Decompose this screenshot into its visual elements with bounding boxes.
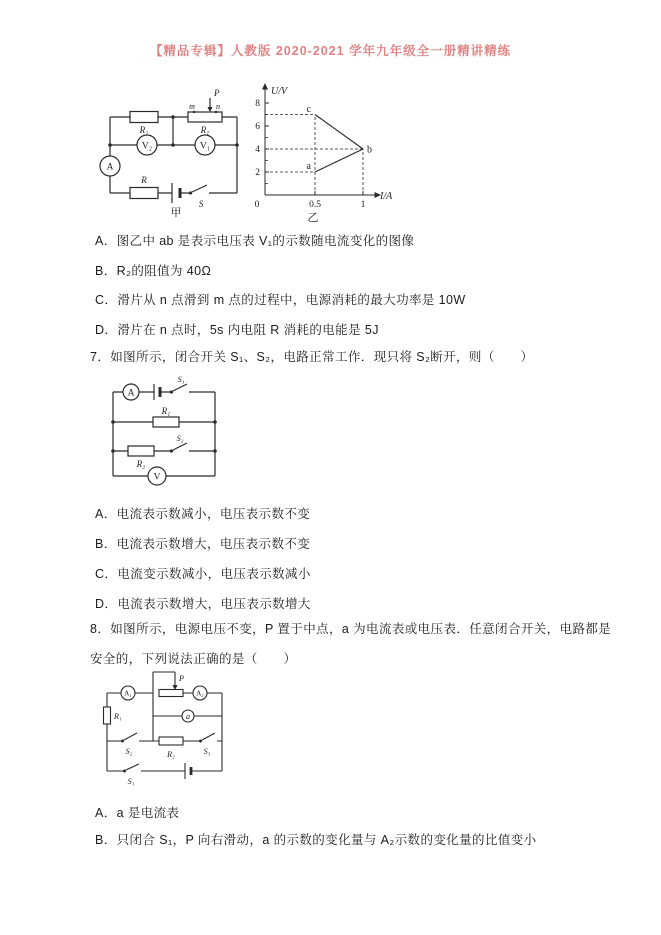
q8-circuit-figure [95, 668, 230, 793]
circuit-wires [104, 672, 223, 779]
q6-option-c: C．滑片从 n 点滑到 m 点的过程中，电源消耗的最大功率是 10W [95, 293, 466, 307]
switch-s2-label: S₂ [176, 434, 184, 443]
resistor-r-label: R [141, 175, 147, 185]
resistor-r2-label: R₂ [136, 459, 146, 469]
resistor-r1-label: R₁ [114, 712, 122, 721]
ammeter-symbol: A [127, 388, 135, 399]
graph-arrowheads [262, 83, 381, 198]
q6-option-d: D．滑片在 n 点时，5s 内电阻 R 消耗的电能是 5J [95, 323, 379, 337]
ytick-6: 6 [255, 122, 260, 132]
q8-option-a: A．a 是电流表 [95, 806, 180, 820]
point-m-label: m [189, 102, 195, 111]
figure-jia-caption: 甲 [170, 207, 182, 219]
q7-option-d: D．电流表示数增大，电压表示数增大 [95, 597, 311, 611]
q6-option-b: B．R₂的阻值为 40Ω [95, 264, 212, 278]
slider-p-label: P [179, 674, 184, 683]
q7-circuit-figure [100, 374, 230, 489]
ammeter-a1-symbol: A₁ [124, 689, 132, 698]
q6-graph-figure [245, 80, 395, 225]
slider-p-label: P [214, 88, 220, 98]
switch-s3-label: S₃ [203, 747, 211, 756]
rheostat-r1-label: R₁ [200, 125, 210, 135]
xtick-0: 0 [254, 200, 260, 210]
ytick-8: 8 [255, 99, 260, 109]
point-b-label: b [367, 144, 372, 156]
q7-option-b: B．电流表示数增大，电压表示数不变 [95, 537, 311, 551]
circuit-wires [100, 98, 237, 203]
meter-a-symbol: a [186, 712, 190, 721]
graph-data-lines [315, 115, 363, 173]
x-axis-label: I/A [380, 191, 393, 202]
y-axis-label: U/V [271, 86, 288, 97]
q8-stem-line2: 安全的，下列说法正确的是（ ） [90, 652, 297, 666]
ytick-2: 2 [255, 168, 260, 178]
point-a-label: a [306, 161, 311, 172]
figure-yi-caption: 乙 [307, 212, 319, 224]
resistor-r2-label: R₂ [139, 125, 149, 135]
q6-circuit-figure [85, 85, 245, 220]
switch-s1-label: S₁ [177, 375, 185, 384]
xtick-05: 0.5 [309, 200, 321, 210]
voltmeter-symbol: V [153, 472, 161, 483]
xtick-1: 1 [360, 200, 366, 210]
switch-s-label: S [198, 199, 204, 209]
q6-option-a: A．图乙中 ab 是表示电压表 V₁的示数随电流变化的图像 [95, 234, 415, 248]
circuit-wires [113, 384, 215, 485]
resistor-r2-label: R₂ [167, 750, 175, 759]
switch-s2-label: S₂ [125, 747, 133, 756]
resistor-r1-label: R₁ [161, 406, 171, 416]
switch-s1-label: S₁ [127, 777, 135, 786]
point-c-label: c [306, 104, 311, 115]
graph-dashed-guides [265, 115, 363, 196]
ytick-4: 4 [255, 145, 260, 155]
ammeter-symbol: A [106, 162, 114, 173]
q7-stem: 7．如图所示，闭合开关 S₁、S₂，电路正常工作．现只将 S₂断开，则（ ） [90, 350, 534, 364]
page-header: 【精品专辑】人教版 2020-2021 学年九年级全一册精讲精练 [149, 44, 512, 58]
q7-option-c: C．电流变示数减小，电压表示数减小 [95, 567, 311, 581]
q8-stem-line1: 8．如图所示，电源电压不变，P 置于中点，a 为电流表或电压表．任意闭合开关，电路都是 [90, 622, 612, 636]
q7-option-a: A．电流表示数减小，电压表示数不变 [95, 507, 311, 521]
graph-axes [265, 87, 377, 195]
voltmeter-v1-symbol: V₁ [199, 141, 211, 152]
voltmeter-v2-symbol: V₂ [141, 141, 153, 152]
ammeter-a2-symbol: A₂ [196, 689, 204, 698]
point-n-label: n [216, 102, 220, 111]
q8-option-b: B．只闭合 S₁，P 向右滑动，a 的示数的变化量与 A₂示数的变化量的比值变小 [95, 833, 537, 847]
